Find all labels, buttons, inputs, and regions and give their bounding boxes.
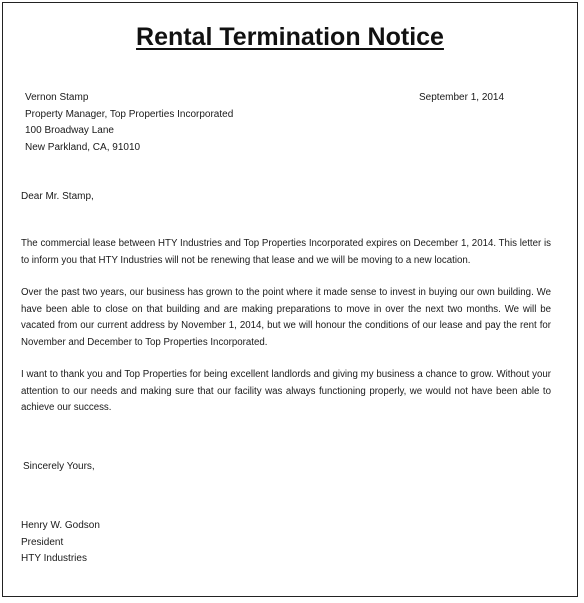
closing: Sincerely Yours, — [23, 461, 95, 472]
sender-name: Vernon Stamp — [25, 92, 89, 103]
salutation: Dear Mr. Stamp, — [21, 191, 94, 202]
signatory-company: HTY Industries — [21, 553, 87, 564]
sender-city: New Parkland, CA, 91010 — [25, 141, 141, 153]
body-paragraph-1: The commercial lease between HTY Industries and Top Properties Incorporated expires on December 1, 2014. This letter is to inform you that HTY Industries will not be renewing that lease and we will be moving to a new location. — [21, 238, 551, 266]
body-paragraph-3: I want to thank you and Top Properties for being excellent landlords and giving my business a chance to grow. Without your attention to our needs and making sure that our facility was always functioning properly, we would not have been able to achieve our success. — [21, 369, 551, 413]
sender-street: 100 Broadway Lane — [25, 125, 114, 136]
letter-date: September 1, 2014 — [419, 92, 505, 103]
signatory-title: President — [21, 536, 64, 548]
sender-position: Property Manager, Top Properties Incorporated — [25, 108, 234, 120]
document-title: Rental Termination Notice — [136, 23, 444, 51]
signature-block — [21, 518, 100, 568]
signatory-name: Henry W. Godson — [21, 520, 100, 531]
body-paragraph-2: Over the past two years, our business has grown to the point where it made sense to invest in buying our own building. We have been able to close on that building and are making preparations to move in over the next two months. We will be vacated from our current address by November 1, 2014, but we will honour the conditions of our lease and pay the rent for November and December to Top Properties Incorporated. — [21, 287, 551, 348]
letter-page — [2, 2, 578, 597]
sender-address-block — [25, 90, 233, 156]
